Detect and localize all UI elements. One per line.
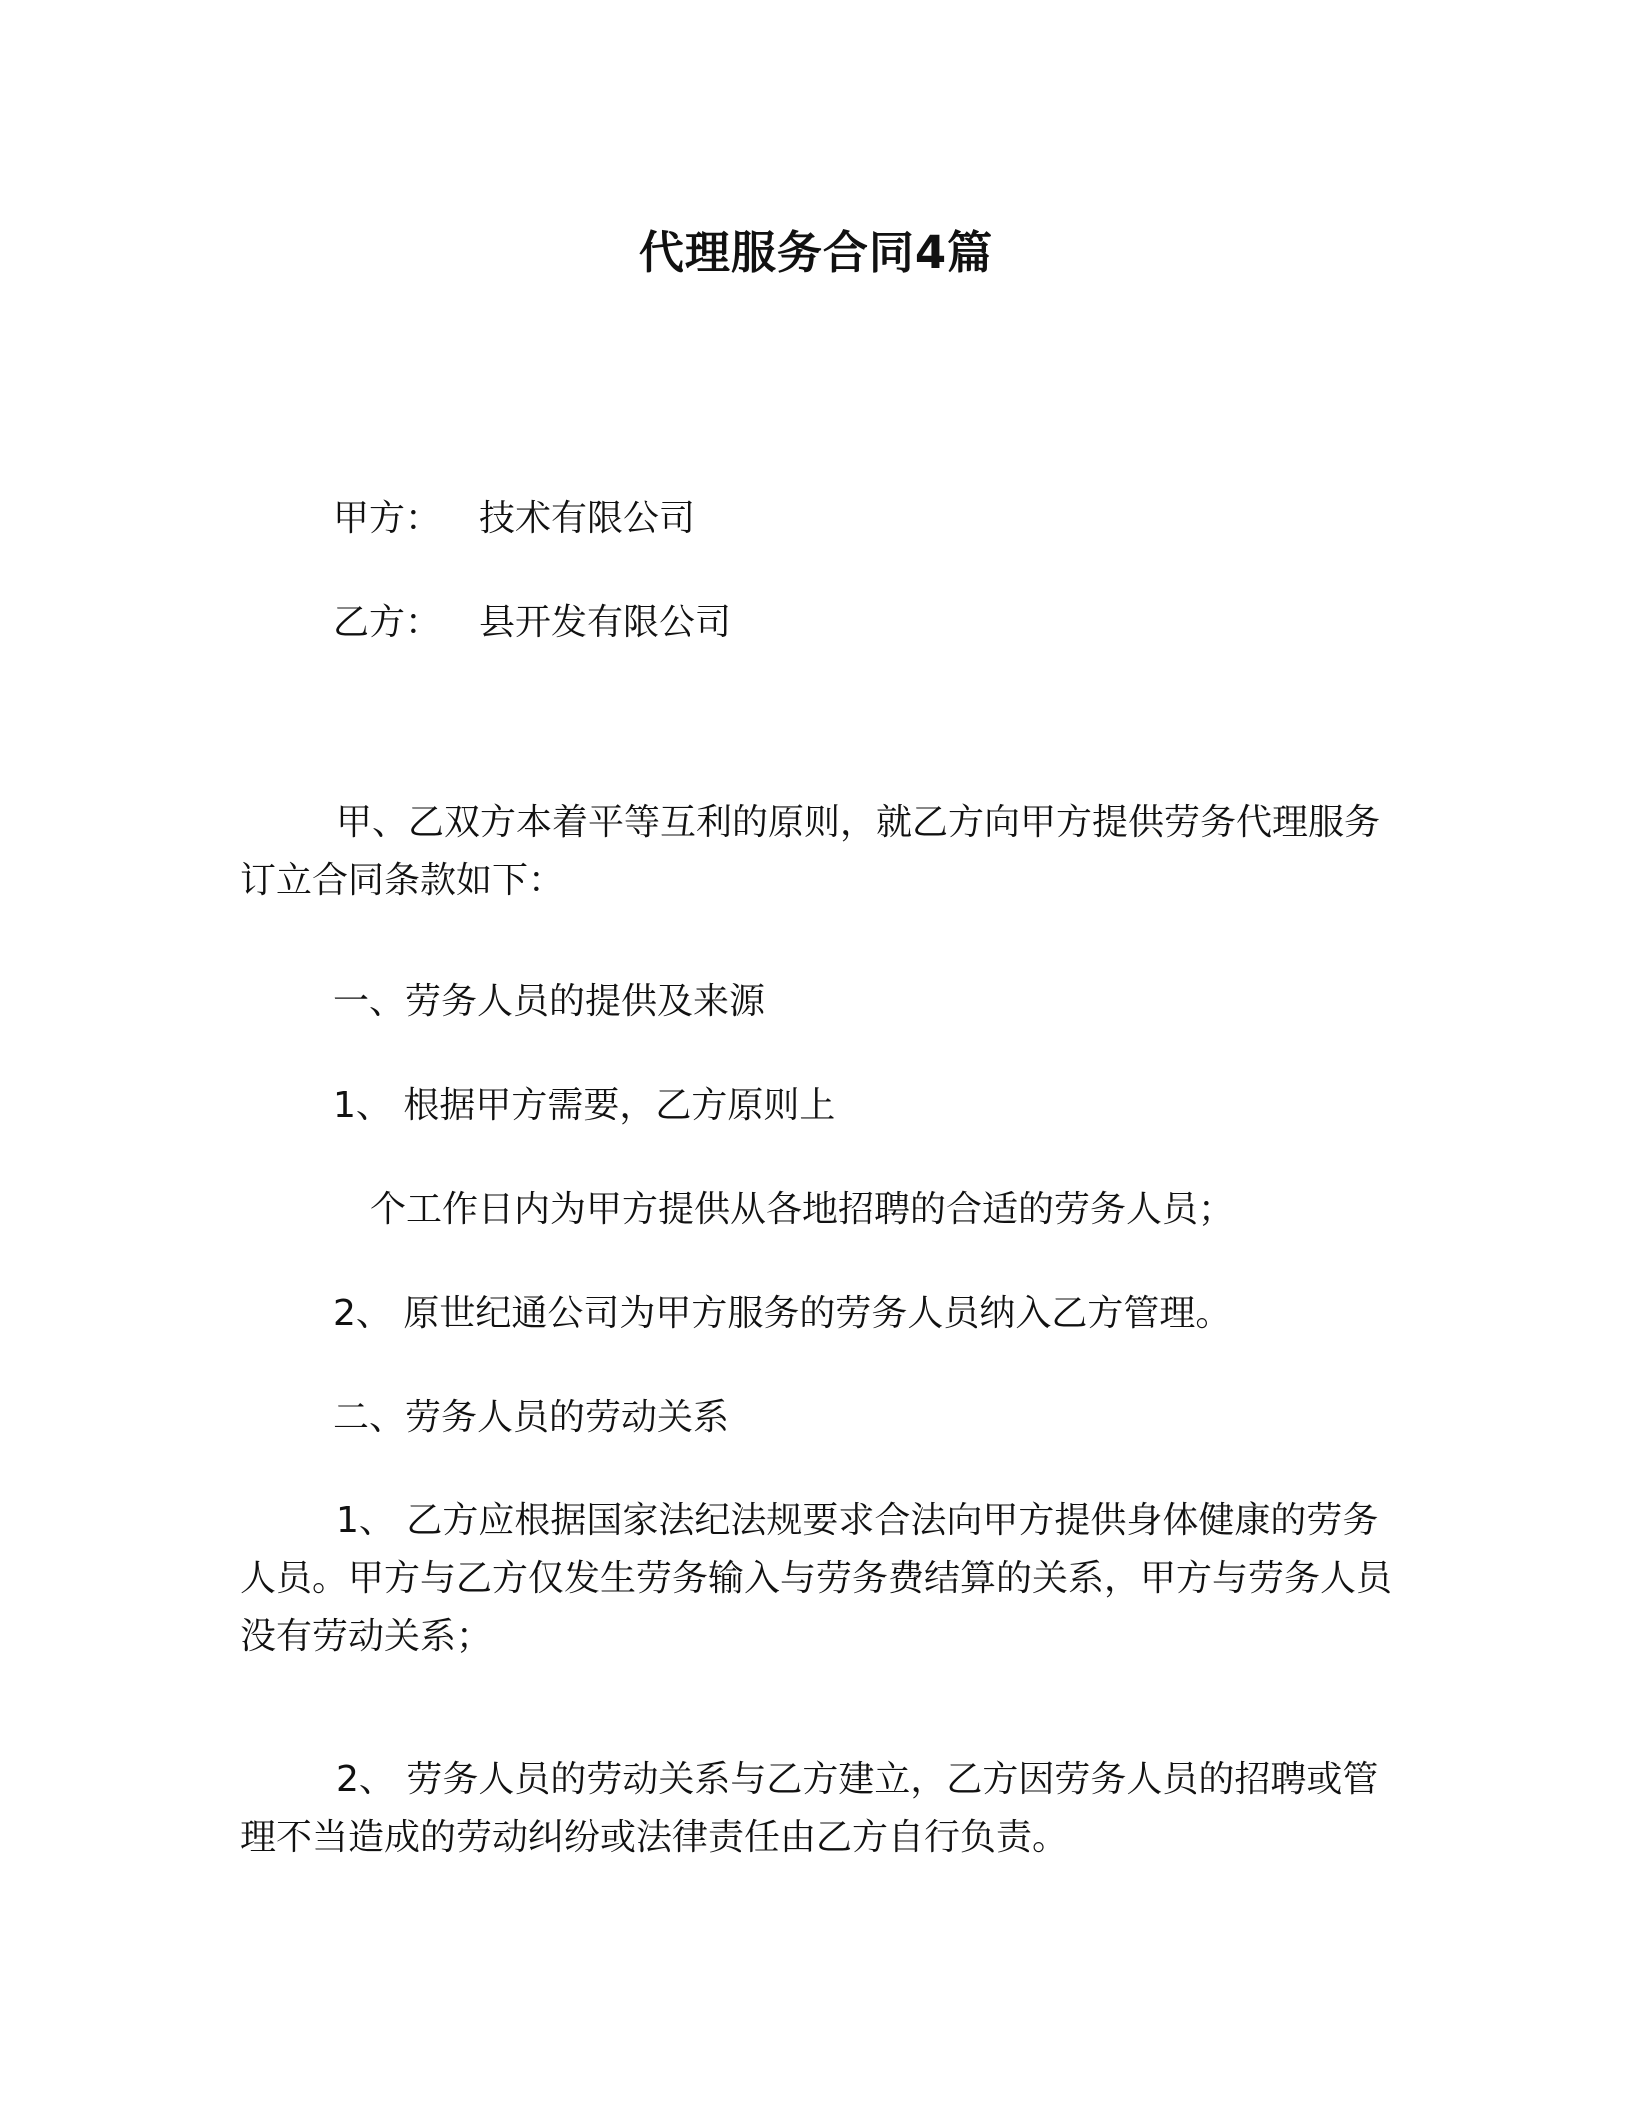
- section-2-item-1: 1、 乙方应根据国家法纪法规要求合法向甲方提供身体健康的劳务人员。甲方与乙方仅发生劳务输入与劳务费结算的关系，甲方与劳务人员没有劳动关系；: [240, 1500, 1393, 1657]
- section-1-heading: 一、劳务人员的提供及来源: [333, 981, 766, 1022]
- party-a-name: 技术有限公司: [479, 498, 696, 539]
- document-title: 代理服务合同4篇: [638, 226, 994, 279]
- section-1-item-2: 2、 原世纪通公司为甲方服务的劳务人员纳入乙方管理。: [333, 1293, 1232, 1334]
- intro-paragraph: 甲、乙双方本着平等互利的原则，就乙方向甲方提供劳务代理服务订立合同条款如下：: [240, 802, 1381, 901]
- party-a-label: 甲方：: [333, 498, 442, 539]
- party-b-label: 乙方：: [333, 602, 442, 643]
- section-2-item-2: 2、 劳务人员的劳动关系与乙方建立，乙方因劳务人员的招聘或管理不当造成的劳动纠纷或法律责任由乙方自行负责。: [240, 1759, 1379, 1858]
- section-1-item-1: 1、 根据甲方需要，乙方原则上: [333, 1085, 836, 1126]
- section-2-heading: 二、劳务人员的劳动关系: [333, 1397, 730, 1438]
- party-b-line: [333, 597, 731, 649]
- section-1-item-1-continued: 个工作日内为甲方提供从各地招聘的合适的劳务人员；: [370, 1189, 1235, 1230]
- party-a-line: [333, 493, 695, 545]
- party-b-name: 县开发有限公司: [479, 602, 732, 643]
